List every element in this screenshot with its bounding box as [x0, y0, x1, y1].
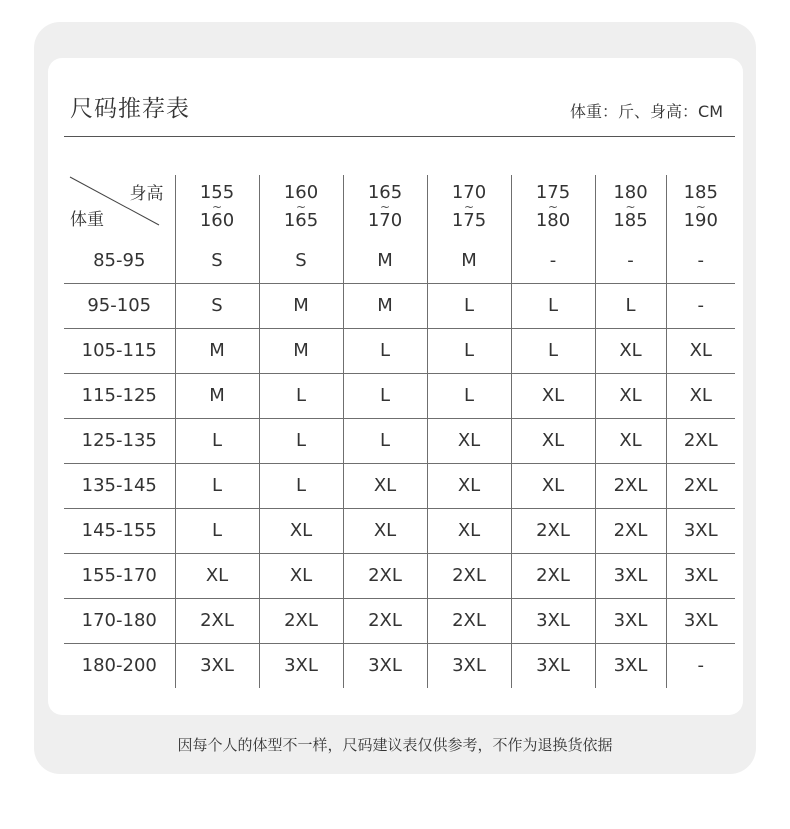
table-row [64, 463, 735, 508]
size-cell: 2XL [427, 553, 511, 598]
height-from: 165 [367, 181, 403, 203]
size-cell: 2XL [666, 463, 735, 508]
size-chart-card [48, 58, 743, 715]
title-divider [64, 136, 735, 137]
size-cell: L [427, 373, 511, 418]
weight-range-cell: 180-200 [81, 655, 157, 677]
weight-range-cell: 115-125 [64, 373, 175, 418]
height-axis-label: 身高 [129, 184, 164, 204]
height-header-cell [595, 175, 666, 238]
height-from: 155 [199, 181, 235, 203]
size-cell: L [259, 463, 343, 508]
height-to: 165 [283, 209, 319, 231]
size-cell: 3XL [666, 508, 735, 553]
weight-range-cell: 95-105 [64, 283, 175, 328]
size-cell: 2XL [595, 508, 666, 553]
table-row [64, 238, 735, 283]
chart-title: 尺码推荐表 [70, 96, 190, 122]
size-cell: 2XL [343, 553, 427, 598]
size-cell: L [343, 418, 427, 463]
size-cell: 2XL [343, 598, 427, 643]
size-cell: XL [595, 373, 666, 418]
size-cell: 3XL [175, 643, 259, 688]
size-cell: 2XL [427, 598, 511, 643]
table-row [64, 643, 735, 688]
range-tilde: ~ [295, 199, 307, 214]
table-row [64, 328, 735, 373]
size-cell: XL [427, 463, 511, 508]
size-cell: L [175, 508, 259, 553]
size-cell: XL [259, 508, 343, 553]
weight-range-cell: 125-135 [64, 418, 175, 463]
size-cell: 3XL [259, 643, 343, 688]
size-cell: S [259, 238, 343, 283]
height-header-cell [511, 175, 595, 238]
height-from: 160 [283, 181, 319, 203]
size-cell: XL [666, 373, 735, 418]
size-cell: XL [343, 508, 427, 553]
size-cell: M [427, 238, 511, 283]
size-cell: M [343, 283, 427, 328]
height-to: 180 [535, 209, 571, 231]
size-cell: 2XL [175, 598, 259, 643]
size-cell: S [175, 238, 259, 283]
size-cell: XL [427, 508, 511, 553]
table-row [64, 283, 735, 328]
height-header-cell [343, 175, 427, 238]
table-row [64, 553, 735, 598]
size-cell: 3XL [595, 598, 666, 643]
height-range [176, 181, 259, 231]
size-cell: M [259, 328, 343, 373]
height-header-cell [666, 175, 735, 238]
height-header-cell [175, 175, 259, 238]
footer-note: 因每个人的体型不一样，尺码建议表仅供参考，不作为退换货依据 [177, 736, 613, 754]
size-cell: L [427, 283, 511, 328]
size-cell: S [175, 283, 259, 328]
size-cell: L [511, 283, 595, 328]
table-row [64, 373, 735, 418]
size-cell: 3XL [511, 643, 595, 688]
range-tilde: ~ [625, 199, 636, 214]
size-cell: XL [175, 553, 259, 598]
height-to: 170 [367, 209, 403, 231]
height-range [428, 181, 511, 231]
weight-range-cell: 145-155 [64, 508, 175, 553]
height-header-cell [259, 175, 343, 238]
size-cell: 3XL [343, 643, 427, 688]
size-cell: M [343, 238, 427, 283]
range-tilde: ~ [211, 199, 223, 214]
size-cell: - [666, 238, 735, 283]
weight-range-cell: 155-170 [64, 553, 175, 598]
size-cell: XL [427, 418, 511, 463]
height-range [667, 181, 736, 231]
size-cell: XL [511, 463, 595, 508]
size-cell: L [259, 373, 343, 418]
size-cell: 3XL [595, 643, 666, 688]
range-tilde: ~ [695, 199, 706, 214]
size-cell: L [259, 418, 343, 463]
size-cell: XL [595, 418, 666, 463]
size-cell: 3XL [595, 553, 666, 598]
table-row [64, 418, 735, 463]
size-table [64, 175, 735, 688]
size-cell: M [175, 328, 259, 373]
size-cell: M [259, 283, 343, 328]
size-cell: L [595, 283, 666, 328]
table-row [64, 598, 735, 643]
corner-header-cell [64, 175, 175, 238]
height-from: 180 [613, 181, 648, 203]
size-cell: - [666, 643, 735, 688]
height-range [596, 181, 666, 231]
size-cell: - [595, 238, 666, 283]
header-row [64, 175, 735, 238]
weight-range-cell: 105-115 [64, 328, 175, 373]
height-range [344, 181, 427, 231]
height-range [512, 181, 595, 231]
size-cell: L [511, 328, 595, 373]
size-cell: 2XL [511, 508, 595, 553]
size-cell: 2XL [511, 553, 595, 598]
height-to: 185 [613, 209, 648, 231]
height-from: 170 [451, 181, 487, 203]
weight-range-cell: 85-95 [64, 238, 175, 283]
size-cell: - [511, 238, 595, 283]
size-cell: 2XL [259, 598, 343, 643]
size-cell: XL [259, 553, 343, 598]
size-cell: XL [343, 463, 427, 508]
size-cell: 2XL [595, 463, 666, 508]
range-tilde: ~ [463, 199, 475, 214]
size-cell: 3XL [666, 553, 735, 598]
size-cell: 3XL [511, 598, 595, 643]
size-cell: XL [595, 328, 666, 373]
size-cell: XL [511, 373, 595, 418]
height-to: 175 [451, 209, 487, 231]
height-from: 175 [535, 181, 571, 203]
weight-axis-label: 体重 [70, 210, 104, 230]
size-cell: L [427, 328, 511, 373]
weight-range-cell: 135-145 [64, 463, 175, 508]
size-cell: 3XL [427, 643, 511, 688]
height-from: 185 [683, 181, 718, 203]
range-tilde: ~ [547, 199, 559, 214]
weight-range-cell: 170-180 [64, 598, 175, 643]
size-cell: 3XL [666, 598, 735, 643]
table-row [64, 508, 735, 553]
size-cell: 2XL [666, 418, 735, 463]
unit-note: 体重：斤、身高：CM [570, 102, 723, 121]
height-header-cell [427, 175, 511, 238]
range-tilde: ~ [379, 199, 391, 214]
size-cell: L [175, 463, 259, 508]
size-cell: L [343, 328, 427, 373]
size-cell: M [175, 373, 259, 418]
height-to: 190 [683, 209, 718, 231]
height-to: 160 [199, 209, 235, 231]
size-cell: XL [666, 328, 735, 373]
height-range [260, 181, 343, 231]
size-cell: L [343, 373, 427, 418]
size-cell: - [666, 283, 735, 328]
size-cell: L [175, 418, 259, 463]
size-cell: XL [511, 418, 595, 463]
